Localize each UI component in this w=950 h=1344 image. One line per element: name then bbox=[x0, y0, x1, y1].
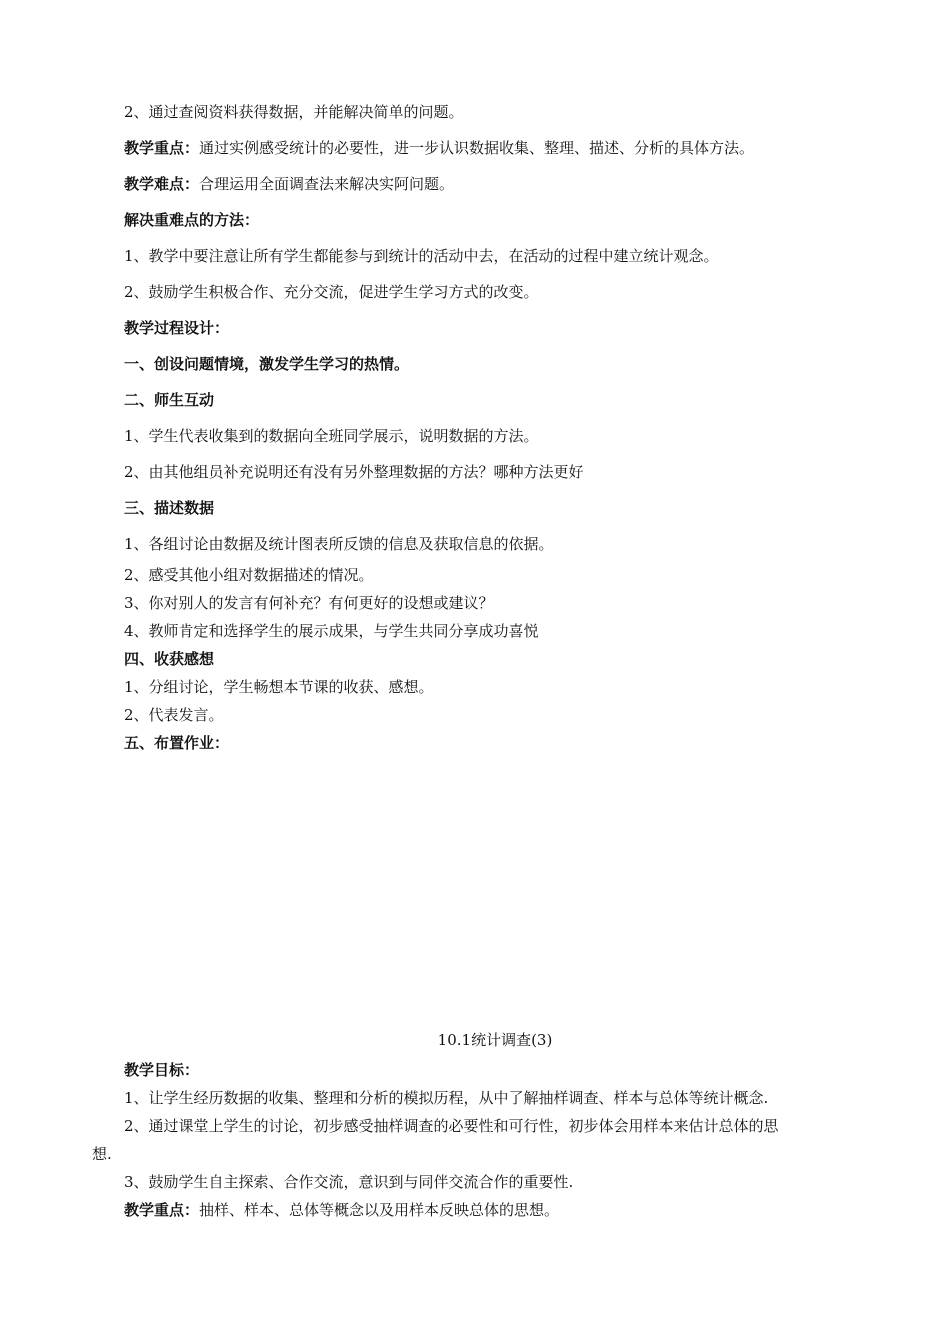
section-3-item-3: 3、你对别人的发言有何补充？有何更好的设想或建议？ bbox=[124, 594, 494, 612]
section-3-item-4: 4、教师肯定和选择学生的展示成果，与学生共同分享成功喜悦 bbox=[124, 622, 539, 640]
objective-2: 2、通过查阅资料获得数据，并能解决简单的问题。 bbox=[124, 103, 464, 121]
key-point-2-label: 教学重点： bbox=[124, 1201, 200, 1219]
section-2-item-2: 2、由其他组员补充说明还有没有另外整理数据的方法？哪种方法更好 bbox=[124, 463, 584, 481]
objective-2-line-2: 想. bbox=[92, 1145, 112, 1163]
objective-1: 1、让学生经历数据的收集、整理和分析的模拟历程，从中了解抽样调查、样本与总体等统计概念. bbox=[124, 1089, 769, 1107]
difficulty-label: 教学难点： bbox=[124, 175, 200, 193]
section-2-item-1: 1、学生代表收集到的数据向全班同学展示，说明数据的方法。 bbox=[124, 427, 539, 445]
objective-3: 3、鼓励学生自主探索、合作交流，意识到与同伴交流合作的重要性. bbox=[124, 1173, 574, 1191]
methods-heading: 解决重难点的方法： bbox=[124, 211, 260, 229]
section-2-heading: 二、师生互动 bbox=[124, 391, 215, 409]
objective-2-line-1: 2、通过课堂上学生的讨论，初步感受抽样调查的必要性和可行性，初步体会用样本来估计总体的思 bbox=[124, 1117, 779, 1135]
section-5-heading: 五、布置作业： bbox=[124, 734, 230, 752]
section-3-item-2: 2、感受其他小组对数据描述的情况。 bbox=[124, 566, 374, 584]
process-heading: 教学过程设计： bbox=[124, 319, 230, 337]
key-point-2-text: 抽样、样本、总体等概念以及用样本反映总体的思想。 bbox=[199, 1201, 560, 1219]
objectives-heading: 教学目标： bbox=[124, 1061, 200, 1079]
key-point-text: 通过实例感受统计的必要性，进一步认识数据收集、整理、描述、分析的具体方法。 bbox=[199, 139, 755, 157]
section-4-item-1: 1、分组讨论，学生畅想本节课的收获、感想。 bbox=[124, 678, 434, 696]
section-1-heading: 一、创设问题情境，激发学生学习的热情。 bbox=[124, 355, 410, 373]
section-4-heading: 四、收获感想 bbox=[124, 650, 215, 668]
method-1: 1、教学中要注意让所有学生都能参与到统计的活动中去，在活动的过程中建立统计观念。 bbox=[124, 247, 719, 265]
section-4-item-2: 2、代表发言。 bbox=[124, 706, 224, 724]
difficulty bbox=[124, 174, 454, 194]
section-3-heading: 三、描述数据 bbox=[124, 499, 215, 517]
method-2: 2、鼓励学生积极合作、充分交流，促进学生学习方式的改变。 bbox=[124, 283, 539, 301]
lesson-title: 10.1统计调查(3) bbox=[437, 1031, 553, 1049]
difficulty-text: 合理运用全面调查法来解决实阿问题。 bbox=[199, 175, 455, 193]
key-point-label: 教学重点： bbox=[124, 139, 200, 157]
section-3-item-1: 1、各组讨论由数据及统计图表所反馈的信息及获取信息的依据。 bbox=[124, 535, 554, 553]
key-point-2 bbox=[124, 1200, 559, 1220]
key-point bbox=[124, 138, 754, 158]
